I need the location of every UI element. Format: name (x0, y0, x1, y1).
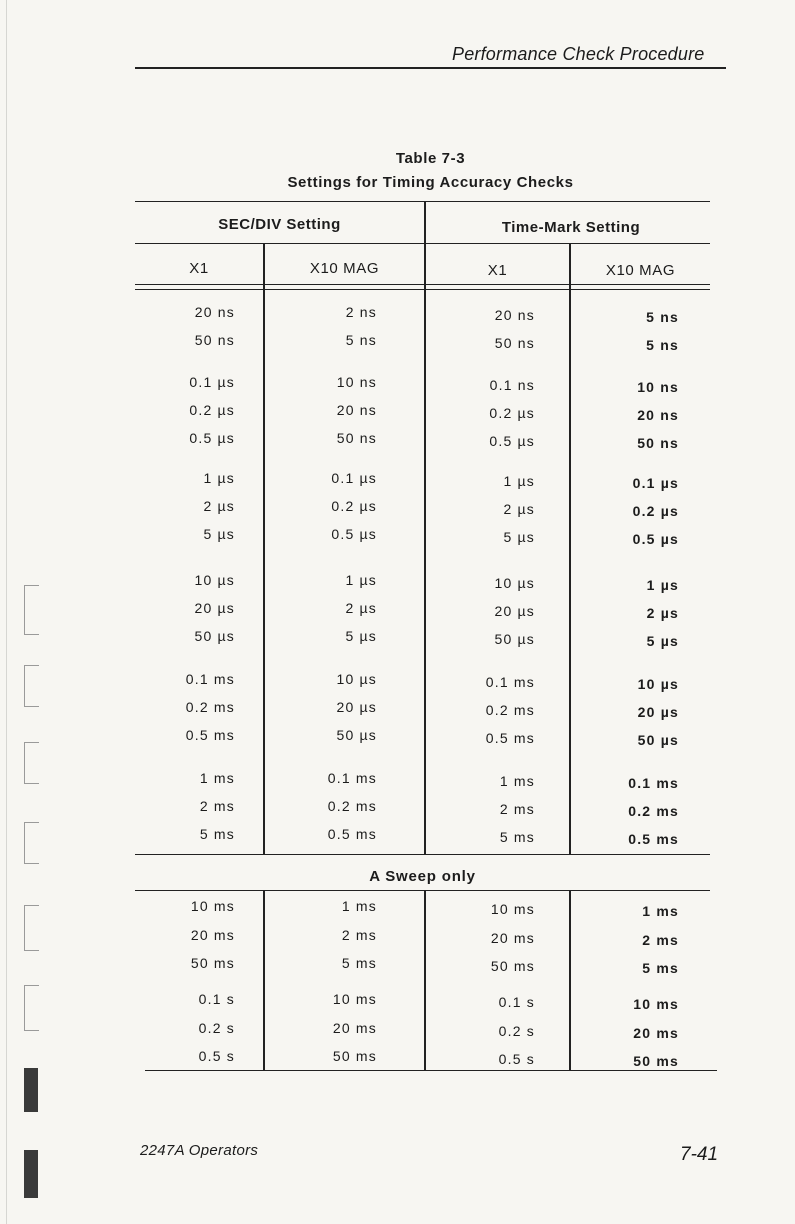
col-header-x10-mag: X10 MAG (605, 262, 676, 279)
time-mark-x10-mag-cell: 2 µs (646, 605, 679, 621)
sec-div-x10-mag-cell: 20 ns (336, 402, 377, 418)
sec-div-x10-mag-cell: 20 ms (332, 1019, 377, 1036)
time-mark-x10-mag-cell: 1 ms (642, 903, 679, 919)
subheader-rule (135, 284, 710, 285)
time-mark-x10-mag-cell: 5 ns (646, 309, 679, 325)
sec-div-x10-mag-cell: 1 ms (341, 898, 377, 914)
time-mark-x1-cell: 0.2 ms (485, 702, 535, 718)
col-header-x10-mag: X10 MAG (309, 260, 380, 277)
time-mark-x10-mag-cell: 0.5 µs (632, 531, 679, 547)
time-mark-x1-cell: 20 ms (490, 929, 535, 946)
sec-div-x1-cell: 5 µs (203, 526, 235, 542)
time-mark-x10-mag-cell: 5 µs (646, 633, 679, 649)
time-mark-x1-cell: 0.5 µs (489, 433, 535, 449)
footer-page-number: 7-41 (680, 1144, 719, 1165)
time-mark-x1-cell: 2 µs (503, 501, 535, 517)
time-mark-x1-cell: 1 ms (499, 773, 535, 789)
col-header-x1: X1 (487, 262, 508, 279)
sec-div-x1-cell: 50 µs (194, 628, 235, 644)
column-divider (424, 201, 426, 854)
time-mark-x1-cell: 0.5 ms (485, 730, 535, 746)
sec-div-x10-mag-cell: 50 ns (336, 430, 377, 446)
time-mark-setting-header: Time-Mark Setting (501, 219, 641, 236)
time-mark-x10-mag-cell: 0.5 ms (628, 831, 679, 847)
sec-div-x10-mag-cell: 5 µs (345, 628, 377, 644)
sec-div-setting-header: SEC/DIV Setting (218, 216, 341, 233)
time-mark-x10-mag-cell: 20 ms (633, 1024, 679, 1041)
sec-div-x10-mag-cell: 20 µs (336, 699, 377, 715)
sec-div-x1-cell: 0.5 ms (185, 727, 235, 743)
time-mark-x10-mag-cell: 10 ns (637, 379, 679, 395)
time-mark-x1-cell: 0.1 ms (485, 674, 535, 690)
sec-div-x1-cell: 10 µs (194, 572, 235, 588)
sec-div-x1-cell: 0.5 µs (189, 430, 235, 446)
sec-div-x10-mag-cell: 2 ms (341, 926, 377, 943)
table-caption-title: Settings for Timing Accuracy Checks (287, 174, 574, 191)
table-top-rule (135, 201, 710, 202)
time-mark-x1-cell: 0.1 ns (489, 377, 535, 393)
sec-div-x10-mag-cell: 2 µs (345, 600, 377, 616)
sec-div-x1-cell: 20 ms (190, 926, 235, 943)
section-rule (135, 890, 710, 891)
time-mark-x1-cell: 0.2 s (498, 1022, 535, 1039)
sec-div-x10-mag-cell: 50 µs (336, 727, 377, 743)
sec-div-x1-cell: 10 ms (190, 898, 235, 914)
sec-div-x1-cell: 0.1 µs (189, 374, 235, 390)
time-mark-x10-mag-cell: 1 µs (646, 577, 679, 593)
sec-div-x1-cell: 0.5 s (198, 1048, 235, 1064)
sec-div-x10-mag-cell: 1 µs (345, 572, 377, 588)
sec-div-x1-cell: 1 ms (199, 770, 235, 786)
time-mark-x1-cell: 50 ns (494, 335, 535, 351)
running-header: Performance Check Procedure (452, 44, 705, 64)
time-mark-x10-mag-cell: 50 ns (637, 435, 679, 451)
sec-div-x10-mag-cell: 0.2 µs (331, 498, 377, 514)
sec-div-x1-cell: 2 µs (203, 498, 235, 514)
time-mark-x10-mag-cell: 0.1 ms (628, 775, 679, 791)
time-mark-x1-cell: 0.5 s (498, 1051, 535, 1067)
time-mark-x10-mag-cell: 5 ms (642, 960, 679, 976)
section-rule (135, 854, 710, 855)
header-divider (135, 243, 710, 244)
time-mark-x10-mag-cell: 0.2 ms (628, 803, 679, 819)
time-mark-x10-mag-cell: 5 ns (646, 337, 679, 353)
sec-div-x1-cell: 20 ns (194, 304, 235, 320)
sec-div-x10-mag-cell: 10 µs (336, 671, 377, 687)
sec-div-x1-cell: 0.2 µs (189, 402, 235, 418)
column-divider (569, 890, 571, 1070)
column-divider (263, 243, 265, 854)
table-caption-number: Table 7-3 (395, 150, 466, 167)
sec-div-x10-mag-cell: 10 ms (332, 991, 377, 1007)
time-mark-x1-cell: 50 ms (490, 958, 535, 974)
sec-div-x10-mag-cell: 10 ns (336, 374, 377, 390)
time-mark-x10-mag-cell: 50 µs (637, 732, 679, 748)
column-divider (569, 243, 571, 854)
sec-div-x1-cell: 50 ns (194, 332, 235, 348)
time-mark-x1-cell: 2 ms (499, 801, 535, 817)
sec-div-x1-cell: 50 ms (190, 955, 235, 971)
sec-div-x10-mag-cell: 0.1 ms (327, 770, 377, 786)
table-bottom-rule (145, 1070, 717, 1071)
time-mark-x1-cell: 5 µs (503, 529, 535, 545)
time-mark-x10-mag-cell: 0.2 µs (632, 503, 679, 519)
sec-div-x10-mag-cell: 0.2 ms (327, 798, 377, 814)
column-divider (424, 890, 426, 1070)
sec-div-x1-cell: 0.1 ms (185, 671, 235, 687)
sec-div-x1-cell: 2 ms (199, 798, 235, 814)
time-mark-x1-cell: 20 ns (494, 307, 535, 323)
time-mark-x10-mag-cell: 2 ms (642, 931, 679, 948)
time-mark-x1-cell: 1 µs (503, 473, 535, 489)
sec-div-x1-cell: 0.2 ms (185, 699, 235, 715)
sec-div-x1-cell: 0.1 s (198, 991, 235, 1007)
sec-div-x10-mag-cell: 0.1 µs (331, 470, 377, 486)
sec-div-x1-cell: 20 µs (194, 600, 235, 616)
time-mark-x10-mag-cell: 20 ns (637, 407, 679, 423)
time-mark-x1-cell: 0.2 µs (489, 405, 535, 421)
sec-div-x10-mag-cell: 2 ns (345, 304, 377, 320)
time-mark-x10-mag-cell: 0.1 µs (632, 475, 679, 491)
footer-manual-name: 2247A Operators (140, 1142, 259, 1159)
time-mark-x10-mag-cell: 20 µs (637, 704, 679, 720)
column-divider (263, 890, 265, 1070)
time-mark-x10-mag-cell: 10 µs (637, 676, 679, 692)
sec-div-x10-mag-cell: 50 ms (332, 1048, 377, 1064)
sec-div-x1-cell: 0.2 s (198, 1019, 235, 1036)
time-mark-x1-cell: 20 µs (494, 603, 535, 619)
a-sweep-only-label: A Sweep only (369, 868, 476, 885)
time-mark-x1-cell: 50 µs (494, 631, 535, 647)
time-mark-x1-cell: 10 ms (490, 901, 535, 917)
time-mark-x1-cell: 5 ms (499, 829, 535, 845)
col-header-x1: X1 (189, 260, 209, 277)
sec-div-x10-mag-cell: 0.5 µs (331, 526, 377, 542)
time-mark-x1-cell: 0.1 s (498, 994, 535, 1010)
sec-div-x10-mag-cell: 5 ms (341, 955, 377, 971)
sec-div-x1-cell: 1 µs (203, 470, 235, 486)
subheader-rule (135, 289, 710, 290)
sec-div-x10-mag-cell: 5 ns (345, 332, 377, 348)
sec-div-x1-cell: 5 ms (199, 826, 235, 842)
sec-div-x10-mag-cell: 0.5 ms (327, 826, 377, 842)
time-mark-x1-cell: 10 µs (494, 575, 535, 591)
time-mark-x10-mag-cell: 10 ms (633, 996, 679, 1012)
time-mark-x10-mag-cell: 50 ms (633, 1053, 679, 1069)
